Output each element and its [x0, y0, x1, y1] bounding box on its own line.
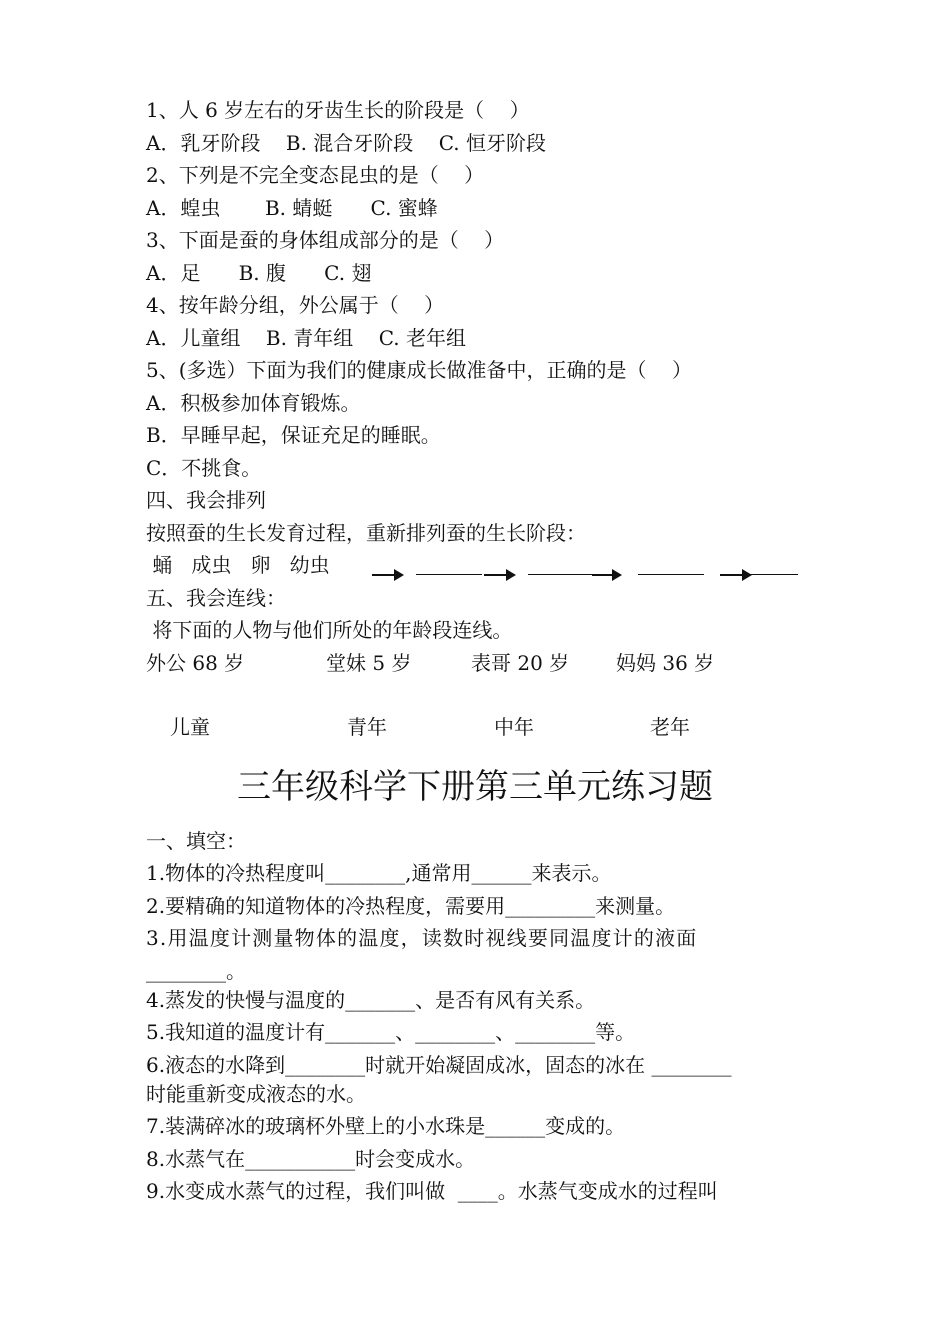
fill-8: 8.水蒸气在___________时会变成水。: [146, 1147, 476, 1171]
section-four-instruction: 按照蚕的生长发育过程，重新排列蚕的生长阶段：: [146, 521, 586, 545]
person-1: 外公 68 岁: [146, 651, 245, 675]
fill-1: 1.物体的冷热程度叫________,通常用______来表示。: [146, 861, 612, 885]
question-3: 3、下面是蚕的身体组成部分的是（ ）: [146, 228, 505, 252]
answer-blank[interactable]: [638, 574, 704, 575]
age-group-1: 儿童: [170, 715, 210, 739]
person-2: 堂妹 5 岁: [326, 651, 412, 675]
fill-6-line-2: 时能重新变成液态的水。: [146, 1082, 366, 1106]
part-one-heading: 一、填空：: [146, 829, 246, 853]
answer-blank[interactable]: [528, 574, 592, 575]
question-5: 5、(多选）下面为我们的健康成长做准备中，正确的是（ ）: [146, 358, 692, 382]
section-five-instruction: 将下面的人物与他们所处的年龄段连线。: [146, 618, 513, 642]
age-group-2: 青年: [347, 715, 387, 739]
question-4-options: A．儿童组 B. 青年组 C. 老年组: [146, 326, 467, 350]
person-3: 表哥 20 岁: [471, 651, 570, 675]
silkworm-stages: 蛹 成虫 卵 幼虫: [146, 553, 330, 577]
fill-9: 9.水变成水蒸气的过程，我们叫做 ____。水蒸气变成水的过程叫: [146, 1179, 718, 1203]
arrow-icon: [372, 574, 402, 576]
section-four-heading: 四、我会排列: [146, 488, 266, 512]
fill-3-line-1: 3.用温度计测量物体的温度，读数时视线要同温度计的液面: [146, 926, 698, 950]
fill-2: 2.要精确的知道物体的冷热程度，需要用_________来测量。: [146, 894, 676, 918]
section-five-heading: 五、我会连线：: [146, 586, 286, 610]
fill-7: 7.装满碎冰的玻璃杯外壁上的小水珠是______变成的。: [146, 1114, 626, 1138]
question-5-option-a: A．积极参加体育锻炼。: [146, 391, 361, 415]
arrow-icon: [592, 574, 620, 576]
person-4: 妈妈 36 岁: [616, 651, 715, 675]
question-5-option-c: C．不挑食。: [146, 456, 262, 480]
fill-6-line-1: 6.液态的水降到________时就开始凝固成冰，固态的冰在 ________: [146, 1053, 732, 1077]
age-group-4: 老年: [650, 715, 690, 739]
age-group-3: 中年: [494, 715, 534, 739]
fill-5: 5.我知道的温度计有_______、________、________等。: [146, 1020, 636, 1044]
answer-blank[interactable]: [742, 574, 798, 575]
question-2-options: A．蝗虫 B. 蜻蜓 C. 蜜蜂: [146, 196, 438, 220]
question-3-options: A．足 B. 腹 C. 翅: [146, 261, 372, 285]
answer-blank[interactable]: [416, 574, 482, 575]
ordering-answer-row: [372, 560, 802, 590]
fill-4: 4.蒸发的快慢与温度的_______、是否有风有关系。: [146, 988, 596, 1012]
fill-3-line-2: ________。: [146, 959, 246, 983]
question-1-options: A．乳牙阶段 B. 混合牙阶段 C. 恒牙阶段: [146, 131, 547, 155]
question-4: 4、按年龄分组，外公属于（ ）: [146, 293, 445, 317]
question-1: 1、人 6 岁左右的牙齿生长的阶段是（ ）: [146, 98, 530, 122]
question-5-option-b: B．早睡早起，保证充足的睡眠。: [146, 423, 441, 447]
unit-title: 三年级科学下册第三单元练习题: [237, 767, 713, 807]
arrow-icon: [484, 574, 514, 576]
question-2: 2、下列是不完全变态昆虫的是（ ）: [146, 163, 485, 187]
